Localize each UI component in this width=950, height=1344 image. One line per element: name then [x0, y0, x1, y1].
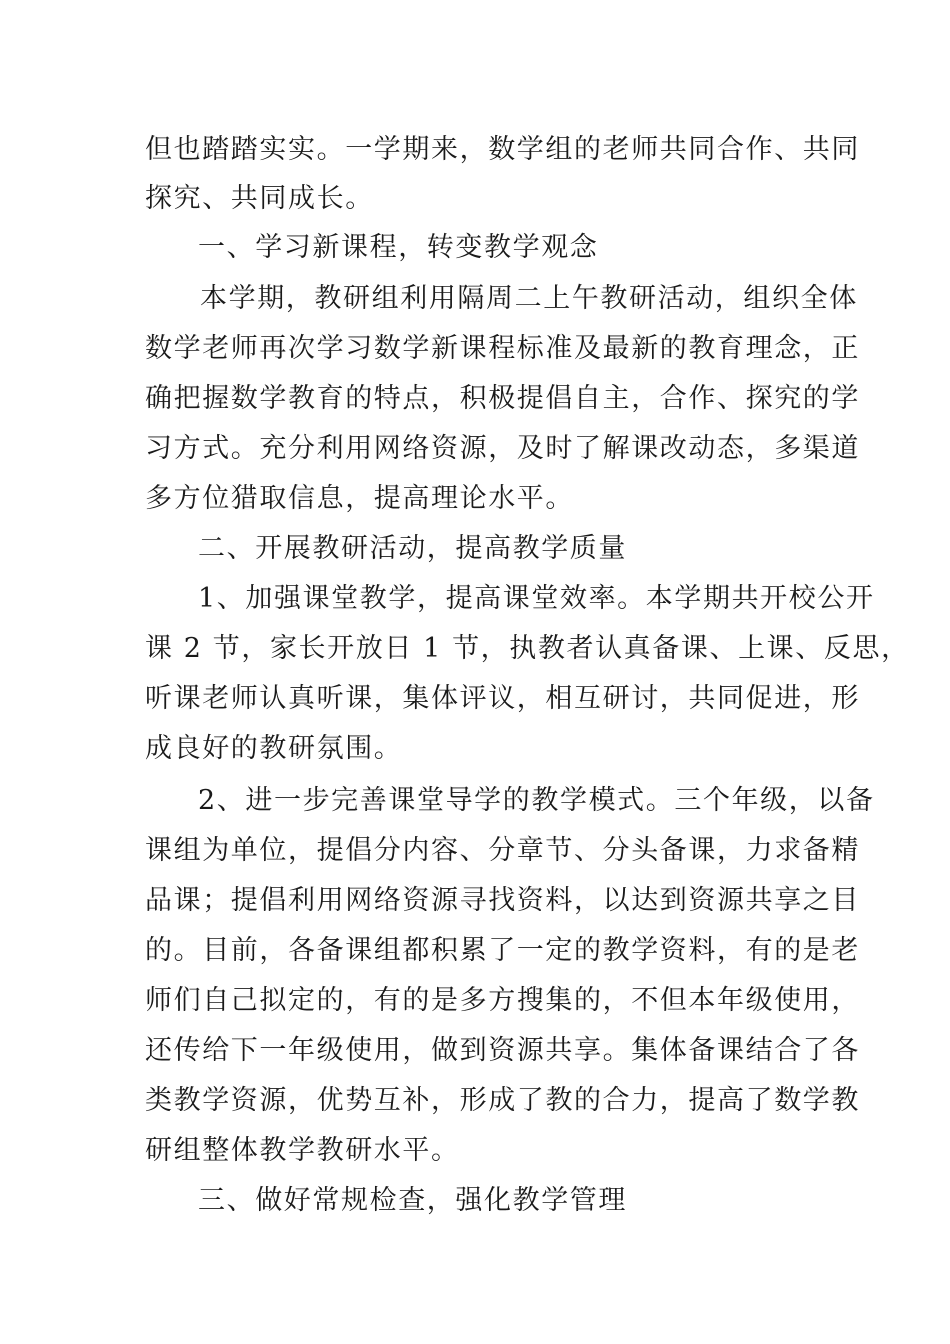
- text-line: 类教学资源，优势互补，形成了教的合力，提高了数学教: [145, 1085, 860, 1116]
- text-line: 的。目前，各备课组都积累了一定的教学资料，有的是老: [145, 935, 860, 966]
- text-line: 课 2 节，家长开放日 1 节，执教者认真备课、上课、反思，: [145, 633, 910, 664]
- text-line: 师们自己拟定的，有的是多方搜集的，不但本年级使用，: [145, 985, 860, 1016]
- text-line: 习方式。充分利用网络资源，及时了解课改动态，多渠道: [145, 433, 860, 464]
- text-line: 但也踏踏实实。一学期来，数学组的老师共同合作、共同: [145, 134, 860, 165]
- text-line: 探究、共同成长。: [145, 183, 374, 214]
- text-line: 研组整体教学教研水平。: [145, 1135, 460, 1166]
- section-heading: 三、做好常规检查，强化教学管理: [198, 1185, 627, 1216]
- text-line: 本学期，教研组利用隔周二上午教研活动，组织全体: [200, 283, 858, 314]
- text-line: 还传给下一年级使用，做到资源共享。集体备课结合了各: [145, 1035, 860, 1066]
- text-line: 品课；提倡利用网络资源寻找资料，以达到资源共享之目: [145, 885, 860, 916]
- text-line: 1、加强课堂教学，提高课堂效率。本学期共开校公开: [198, 583, 875, 614]
- text-line: 确把握数学教育的特点，积极提倡自主，合作、探究的学: [145, 383, 860, 414]
- text-line: 课组为单位，提倡分内容、分章节、分头备课，力求备精: [145, 835, 860, 866]
- text-line: 数学老师再次学习数学新课程标准及最新的教育理念，正: [145, 333, 860, 364]
- text-line: 听课老师认真听课，集体评议，相互研讨，共同促进，形: [145, 683, 860, 714]
- section-heading: 二、开展教研活动，提高教学质量: [198, 533, 627, 564]
- text-line: 多方位猎取信息，提高理论水平。: [145, 483, 574, 514]
- section-heading: 一、学习新课程，转变教学观念: [198, 232, 599, 263]
- text-line: 2、进一步完善课堂导学的教学模式。三个年级，以备: [198, 785, 875, 816]
- text-line: 成良好的教研氛围。: [145, 733, 403, 764]
